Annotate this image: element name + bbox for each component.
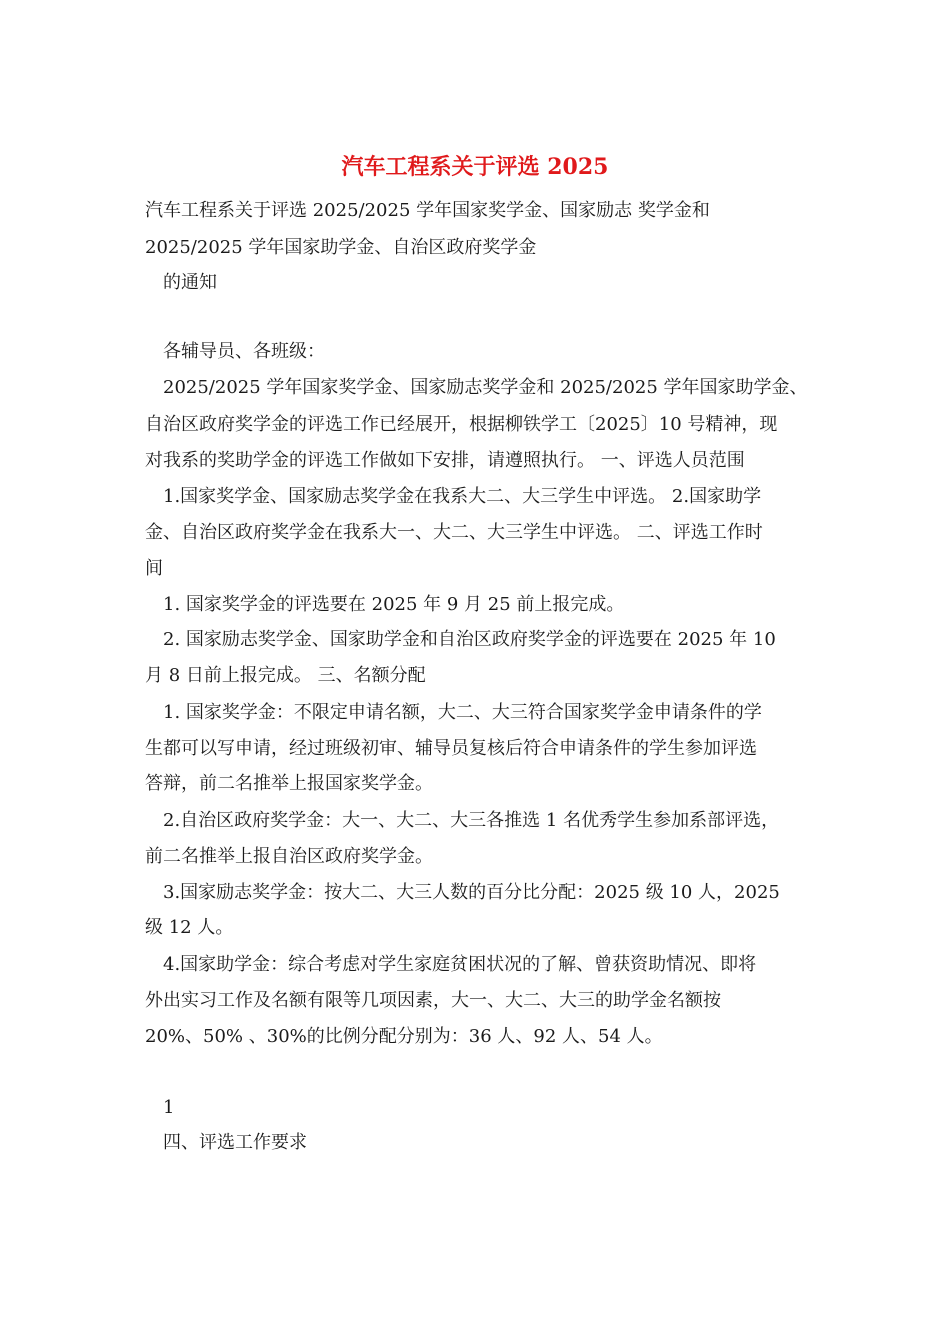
body-line: 1. 国家奖学金的评选要在 2025 年 9 月 25 前上报完成。 (163, 594, 625, 615)
body-line: 答辩，前二名推举上报国家奖学金。 (145, 773, 433, 794)
body-line: 4.国家助学金：综合考虑对学生家庭贫困状况的了解、曾获资助情况、即将 (163, 954, 757, 975)
section-heading: 四、评选工作要求 (163, 1132, 307, 1153)
subtitle-line-3: 的通知 (163, 272, 217, 293)
body-line: 2025/2025 学年国家奖学金、国家励志奖学金和 2025/2025 学年国家助学金、 (163, 377, 808, 398)
body-line: 自治区政府奖学金的评选工作已经展开，根据柳铁学工〔2025〕10 号精神，现 (145, 414, 778, 435)
body-line: 1.国家奖学金、国家励志奖学金在我系大二、大三学生中评选。 2.国家助学 (163, 486, 762, 507)
document-title: 汽车工程系关于评选 2025 (341, 154, 609, 180)
body-line: 金、自治区政府奖学金在我系大一、大二、大三学生中评选。 二、评选工作时 (145, 522, 763, 543)
body-line: 2. 国家励志奖学金、国家助学金和自治区政府奖学金的评选要在 2025 年 10 (163, 629, 776, 650)
body-line: 20%、50% 、30%的比例分配分别为：36 人、92 人、54 人。 (145, 1026, 663, 1047)
body-line: 1. 国家奖学金：不限定申请名额，大二、大三符合国家奖学金申请条件的学 (163, 702, 762, 723)
salutation: 各辅导员、各班级： (163, 341, 325, 362)
body-line: 对我系的奖助学金的评选工作做如下安排，请遵照执行。 一、评选人员范围 (145, 450, 745, 471)
body-line: 间 (145, 558, 163, 579)
body-line: 前二名推举上报自治区政府奖学金。 (145, 846, 433, 867)
body-line: 2.自治区政府奖学金：大一、大二、大三各推选 1 名优秀学生参加系部评选， (163, 810, 780, 831)
subtitle-line-2: 2025/2025 学年国家助学金、自治区政府奖学金 (145, 237, 537, 258)
body-line: 生都可以写申请，经过班级初审、辅导员复核后符合申请条件的学生参加评选 (145, 738, 757, 759)
body-line: 3.国家励志奖学金：按大二、大三人数的百分比分配：2025 级 10 人，2025 (163, 882, 780, 903)
body-line: 级 12 人。 (145, 917, 234, 938)
subtitle-line-1: 汽车工程系关于评选 2025/2025 学年国家奖学金、国家励志 奖学金和 (145, 200, 710, 221)
body-line: 月 8 日前上报完成。 三、名额分配 (145, 665, 426, 686)
page-number: 1 (163, 1097, 175, 1118)
body-line: 外出实习工作及名额有限等几项因素，大一、大二、大三的助学金名额按 (145, 990, 721, 1011)
